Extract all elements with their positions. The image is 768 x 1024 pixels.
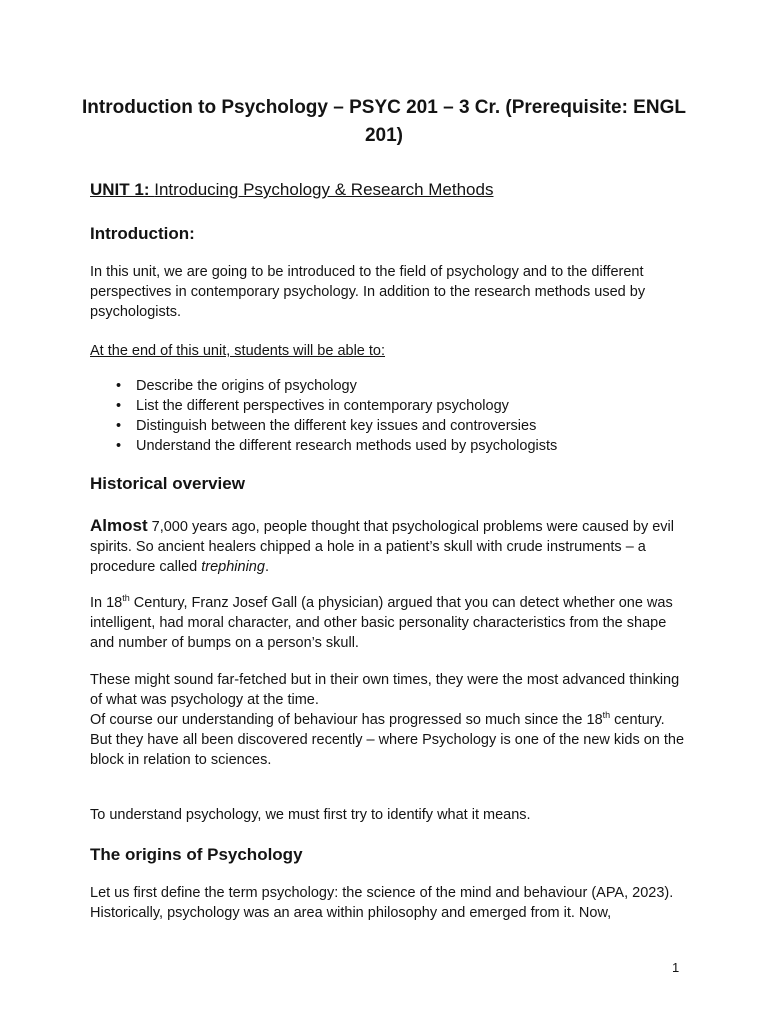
paragraph-lead-word: Almost — [90, 516, 148, 535]
ordinal-superscript: th — [122, 593, 130, 604]
paragraph-italic-term: trephining — [201, 559, 265, 575]
objective-item: • Distinguish between the different key issues and controversies — [90, 416, 557, 436]
objective-item: • List the different perspectives in contemporary psychology — [90, 396, 557, 416]
historical-paragraph-2 — [90, 593, 690, 653]
page-number: 1 — [672, 960, 680, 975]
origins-paragraph-1: Let us first define the term psychology: the science of the mind and behaviour (APA, 2023). Historically, psychology was an area within philosophy and emerged from it. Now, — [90, 885, 674, 921]
historical-paragraph-3: These might sound far-fetched but in their own times, they were the most advanced thinking of what was psychology at the time. — [90, 672, 680, 708]
historical-overview-heading: Historical overview — [90, 474, 245, 493]
historical-paragraph-1 — [90, 516, 690, 577]
objectives-list — [90, 376, 557, 456]
document-title: Introduction to Psychology – PSYC 201 – 3 Cr. (Prerequisite: ENGL 201) — [82, 97, 686, 146]
objectives-intro: At the end of this unit, students will be able to: — [90, 343, 386, 359]
introduction-heading: Introduction: — [90, 224, 195, 243]
paragraph-text: Century, Franz Josef Gall (a physician) argued that you can detect whether one was intelligent, had moral character, and other basic personality characteristics from the shape and number of bumps on a person’s skull. — [90, 595, 673, 651]
paragraph-text: 7,000 years ago, people thought that psychological problems were caused by evil spirits. So ancient healers chipped a hole in a patient’s skull with crude instruments – a procedure called — [90, 519, 674, 575]
paragraph-text: In 18 — [90, 595, 123, 611]
paragraph-text: century. But they have all been discovered recently – where Psychology is one of the new kids on the block in relation to sciences. — [90, 712, 685, 768]
objective-item: • Describe the origins of psychology — [90, 376, 557, 396]
paragraph-text: Of course our understanding of behaviour has progressed so much since the 18 — [90, 712, 603, 728]
historical-paragraph-4 — [90, 710, 690, 770]
paragraph-text: . — [264, 559, 269, 575]
unit-heading — [90, 180, 493, 200]
ordinal-superscript: th — [602, 710, 611, 721]
objective-item: • Understand the different research methods used by psychologists — [90, 436, 557, 456]
historical-paragraph-5: To understand psychology, we must first try to identify what it means. — [90, 807, 531, 823]
unit-label: UNIT 1: — [90, 180, 150, 199]
unit-name: Introducing Psychology & Research Methods — [154, 180, 494, 199]
origins-heading: The origins of Psychology — [90, 845, 303, 864]
introduction-paragraph: In this unit, we are going to be introduced to the field of psychology and to the different perspectives in contemporary psychology. In addition to the research methods used by psychologists. — [90, 264, 646, 320]
